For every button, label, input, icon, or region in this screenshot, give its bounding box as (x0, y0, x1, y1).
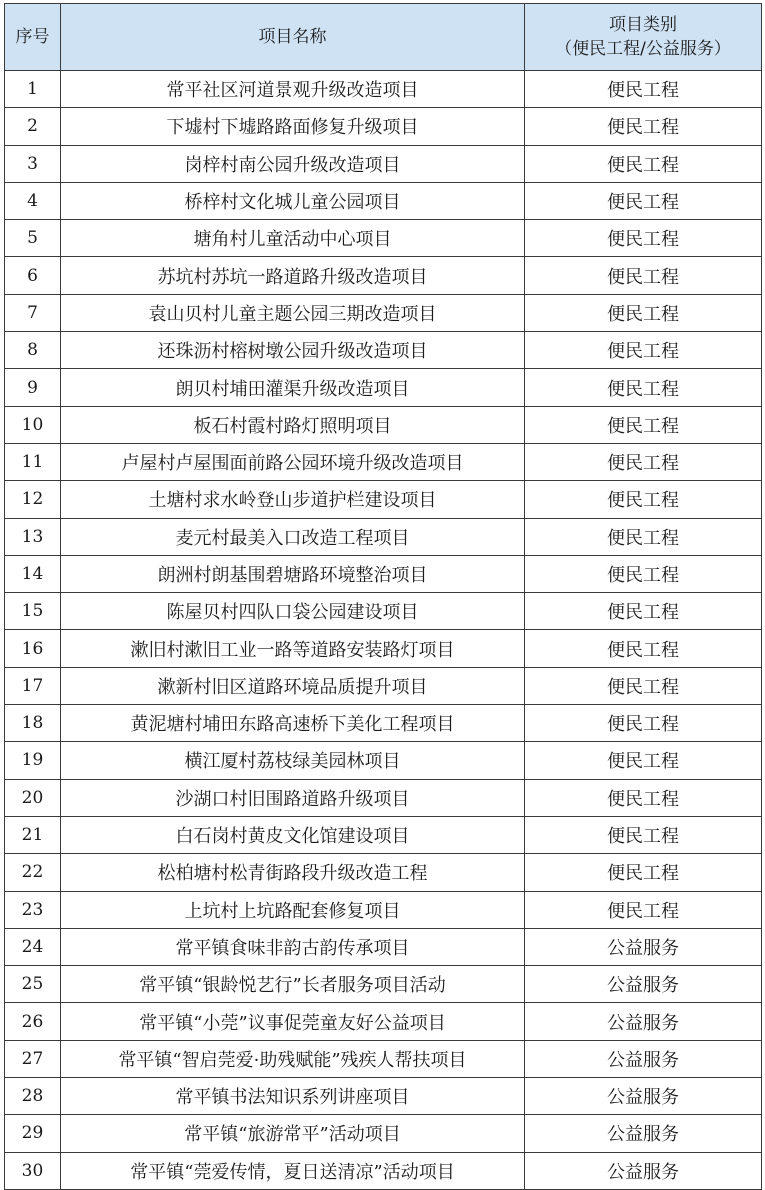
project-name-cell: 常平镇“银龄悦艺行”长者服务项目活动 (61, 966, 525, 1003)
project-category-cell: 便民工程 (525, 593, 762, 630)
project-name-cell: 麦元村最美入口改造工程项目 (61, 518, 525, 555)
serial-number-cell: 4 (5, 182, 61, 219)
serial-number-cell: 7 (5, 294, 61, 331)
project-name-cell: 塘角村儿童活动中心项目 (61, 220, 525, 257)
project-name-cell: 岗梓村南公园升级改造项目 (61, 145, 525, 182)
project-category-cell: 公益服务 (525, 1115, 762, 1152)
serial-number-cell: 24 (5, 928, 61, 965)
project-category-cell: 便民工程 (525, 294, 762, 331)
table-row (5, 182, 762, 219)
project-name-cell: 常平镇“小莞”议事促莞童友好公益项目 (61, 1003, 525, 1040)
table-row (5, 332, 762, 369)
serial-number-cell: 11 (5, 443, 61, 480)
project-name-cell: 卢屋村卢屋围面前路公园环境升级改造项目 (61, 443, 525, 480)
header-category-title: 项目类别 (609, 15, 677, 35)
project-table (4, 3, 762, 1190)
table-row (5, 966, 762, 1003)
serial-number-cell: 13 (5, 518, 61, 555)
header-project-category (525, 4, 762, 71)
serial-number-cell: 15 (5, 593, 61, 630)
project-name-cell: 桥梓村文化城儿童公园项目 (61, 182, 525, 219)
serial-number-cell: 18 (5, 705, 61, 742)
table-row (5, 294, 762, 331)
project-name-cell: 白石岗村黄皮文化馆建设项目 (61, 816, 525, 853)
project-name-cell: 漱旧村漱旧工业一路等道路安装路灯项目 (61, 630, 525, 667)
project-name-cell: 陈屋贝村四队口袋公园建设项目 (61, 593, 525, 630)
project-name-cell: 常平镇“莞爱传情，夏日送清凉”活动项目 (61, 1152, 525, 1189)
project-category-cell: 便民工程 (525, 891, 762, 928)
project-name-cell: 板石村霞村路灯照明项目 (61, 406, 525, 443)
table-row (5, 71, 762, 108)
serial-number-cell: 3 (5, 145, 61, 182)
table-row (5, 220, 762, 257)
project-name-cell: 沙湖口村旧围路道路升级项目 (61, 779, 525, 816)
project-category-cell: 便民工程 (525, 145, 762, 182)
serial-number-cell: 25 (5, 966, 61, 1003)
table-row (5, 443, 762, 480)
table-row (5, 1003, 762, 1040)
project-category-cell: 便民工程 (525, 369, 762, 406)
project-category-cell: 便民工程 (525, 555, 762, 592)
project-name-cell: 黄泥塘村埔田东路高速桥下美化工程项目 (61, 705, 525, 742)
project-category-cell: 便民工程 (525, 518, 762, 555)
serial-number-cell: 27 (5, 1040, 61, 1077)
table-row (5, 630, 762, 667)
table-row (5, 518, 762, 555)
project-category-cell: 便民工程 (525, 71, 762, 108)
serial-number-cell: 20 (5, 779, 61, 816)
table-row (5, 108, 762, 145)
project-category-cell: 便民工程 (525, 816, 762, 853)
table-row (5, 705, 762, 742)
serial-number-cell: 5 (5, 220, 61, 257)
project-name-cell: 苏坑村苏坑一路道路升级改造项目 (61, 257, 525, 294)
serial-number-cell: 22 (5, 854, 61, 891)
serial-number-cell: 10 (5, 406, 61, 443)
serial-number-cell: 9 (5, 369, 61, 406)
serial-number-cell: 2 (5, 108, 61, 145)
table-row (5, 928, 762, 965)
project-category-cell: 便民工程 (525, 854, 762, 891)
serial-number-cell: 16 (5, 630, 61, 667)
project-name-cell: 常平社区河道景观升级改造项目 (61, 71, 525, 108)
table-row (5, 779, 762, 816)
serial-number-cell: 1 (5, 71, 61, 108)
serial-number-cell: 8 (5, 332, 61, 369)
project-category-cell: 便民工程 (525, 742, 762, 779)
header-serial-number: 序号 (5, 4, 61, 71)
table-row (5, 1078, 762, 1115)
project-name-cell: 常平镇书法知识系列讲座项目 (61, 1078, 525, 1115)
serial-number-cell: 21 (5, 816, 61, 853)
serial-number-cell: 23 (5, 891, 61, 928)
serial-number-cell: 14 (5, 555, 61, 592)
project-name-cell: 常平镇食味非韵古韵传承项目 (61, 928, 525, 965)
project-name-cell: 还珠沥村榕树墩公园升级改造项目 (61, 332, 525, 369)
table-row (5, 406, 762, 443)
serial-number-cell: 12 (5, 481, 61, 518)
project-name-cell: 横江厦村荔枝绿美园林项目 (61, 742, 525, 779)
project-category-cell: 便民工程 (525, 481, 762, 518)
table-row (5, 593, 762, 630)
serial-number-cell: 19 (5, 742, 61, 779)
table-row (5, 816, 762, 853)
table-row (5, 854, 762, 891)
project-category-cell: 公益服务 (525, 966, 762, 1003)
header-category-options: （便民工程/公益服务） (555, 39, 731, 59)
header-row (5, 4, 762, 71)
project-name-cell: 袁山贝村儿童主题公园三期改造项目 (61, 294, 525, 331)
project-category-cell: 公益服务 (525, 928, 762, 965)
project-category-cell: 便民工程 (525, 443, 762, 480)
project-name-cell: 松柏塘村松青街路段升级改造工程 (61, 854, 525, 891)
project-category-cell: 便民工程 (525, 705, 762, 742)
table-row (5, 369, 762, 406)
project-name-cell: 朗贝村埔田灌渠升级改造项目 (61, 369, 525, 406)
table-row (5, 1040, 762, 1077)
table-row (5, 1115, 762, 1152)
table-row (5, 742, 762, 779)
serial-number-cell: 6 (5, 257, 61, 294)
table-row (5, 667, 762, 704)
project-category-cell: 便民工程 (525, 406, 762, 443)
table-row (5, 145, 762, 182)
project-name-cell: 漱新村旧区道路环境品质提升项目 (61, 667, 525, 704)
project-category-cell: 便民工程 (525, 108, 762, 145)
project-name-cell: 常平镇“智启莞爱·助残赋能”残疾人帮扶项目 (61, 1040, 525, 1077)
serial-number-cell: 29 (5, 1115, 61, 1152)
table-header (5, 4, 762, 71)
project-name-cell: 下墟村下墟路路面修复升级项目 (61, 108, 525, 145)
project-category-cell: 公益服务 (525, 1078, 762, 1115)
table-row (5, 555, 762, 592)
serial-number-cell: 30 (5, 1152, 61, 1189)
serial-number-cell: 28 (5, 1078, 61, 1115)
table-row (5, 257, 762, 294)
table-body (5, 71, 762, 1190)
project-category-cell: 便民工程 (525, 332, 762, 369)
project-name-cell: 朗洲村朗基围碧塘路环境整治项目 (61, 555, 525, 592)
serial-number-cell: 17 (5, 667, 61, 704)
project-name-cell: 上坑村上坑路配套修复项目 (61, 891, 525, 928)
project-category-cell: 公益服务 (525, 1152, 762, 1189)
project-category-cell: 便民工程 (525, 667, 762, 704)
header-project-name: 项目名称 (61, 4, 525, 71)
project-category-cell: 公益服务 (525, 1003, 762, 1040)
project-category-cell: 便民工程 (525, 630, 762, 667)
project-category-cell: 便民工程 (525, 182, 762, 219)
table-row (5, 481, 762, 518)
project-name-cell: 土塘村求水岭登山步道护栏建设项目 (61, 481, 525, 518)
serial-number-cell: 26 (5, 1003, 61, 1040)
project-category-cell: 便民工程 (525, 779, 762, 816)
project-category-cell: 公益服务 (525, 1040, 762, 1077)
table-row (5, 891, 762, 928)
project-category-cell: 便民工程 (525, 220, 762, 257)
project-category-cell: 便民工程 (525, 257, 762, 294)
project-name-cell: 常平镇“旅游常平”活动项目 (61, 1115, 525, 1152)
